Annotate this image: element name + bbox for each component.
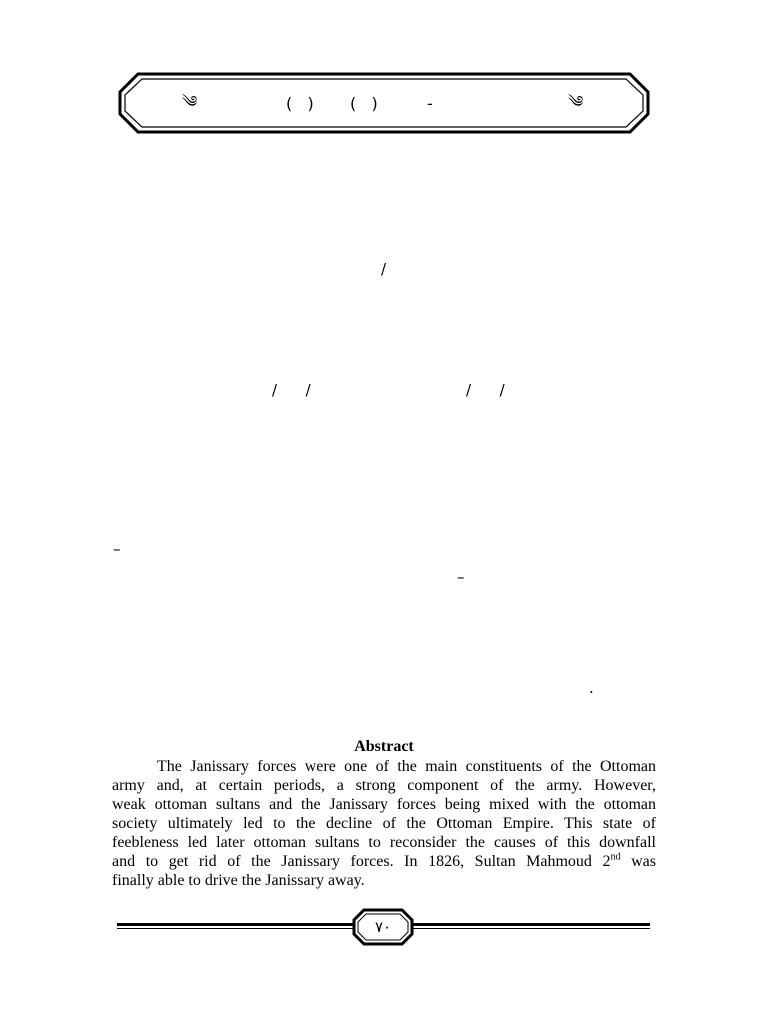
header-paren-group-1: ( )	[286, 94, 314, 113]
right-ornament-icon: ༄	[568, 92, 584, 111]
body-dash-2: –	[457, 568, 465, 586]
abstract-line: society ultimately led to the decline of the Ottoman Empire. This state of	[112, 815, 656, 832]
date-slashes-right: / /	[466, 381, 505, 399]
left-ornament-icon: ༄	[182, 92, 198, 111]
footer-rule-right	[412, 923, 650, 929]
abstract-line: weak ottoman sultans and the Janissary forces being mixed with the ottoman	[112, 796, 656, 813]
body-slash: /	[381, 260, 387, 278]
abstract-line-6	[112, 852, 656, 871]
abstract-line: The Janissary forces were one of the main constituents of the Ottoman	[157, 758, 656, 775]
header-banner	[118, 72, 650, 134]
header-dash: -	[427, 94, 433, 113]
abstract-line: finally able to drive the Janissary away.	[112, 872, 365, 889]
body-dash-1: –	[113, 540, 121, 558]
abstract-line: feebleness led later ottoman sultans to reconsider the causes of this downfall	[112, 834, 656, 851]
abstract-line-6-tail: was	[620, 853, 656, 870]
footer-rule-left	[117, 923, 357, 929]
abstract-line-6-text: and to get rid of the Janissary forces. In 1826, Sultan Mahmoud 2	[112, 853, 611, 870]
ordinal-suffix: nd	[610, 851, 621, 863]
abstract-title: Abstract	[354, 738, 414, 755]
header-paren-group-2: ( )	[350, 94, 378, 113]
body-period: .	[589, 679, 594, 697]
page-number-box	[352, 908, 414, 946]
date-slashes-left: / /	[272, 381, 311, 399]
abstract-line: army and, at certain periods, a strong component of the army. However,	[112, 777, 656, 794]
page-number: ٧٠	[374, 918, 392, 936]
abstract-body	[112, 757, 656, 890]
